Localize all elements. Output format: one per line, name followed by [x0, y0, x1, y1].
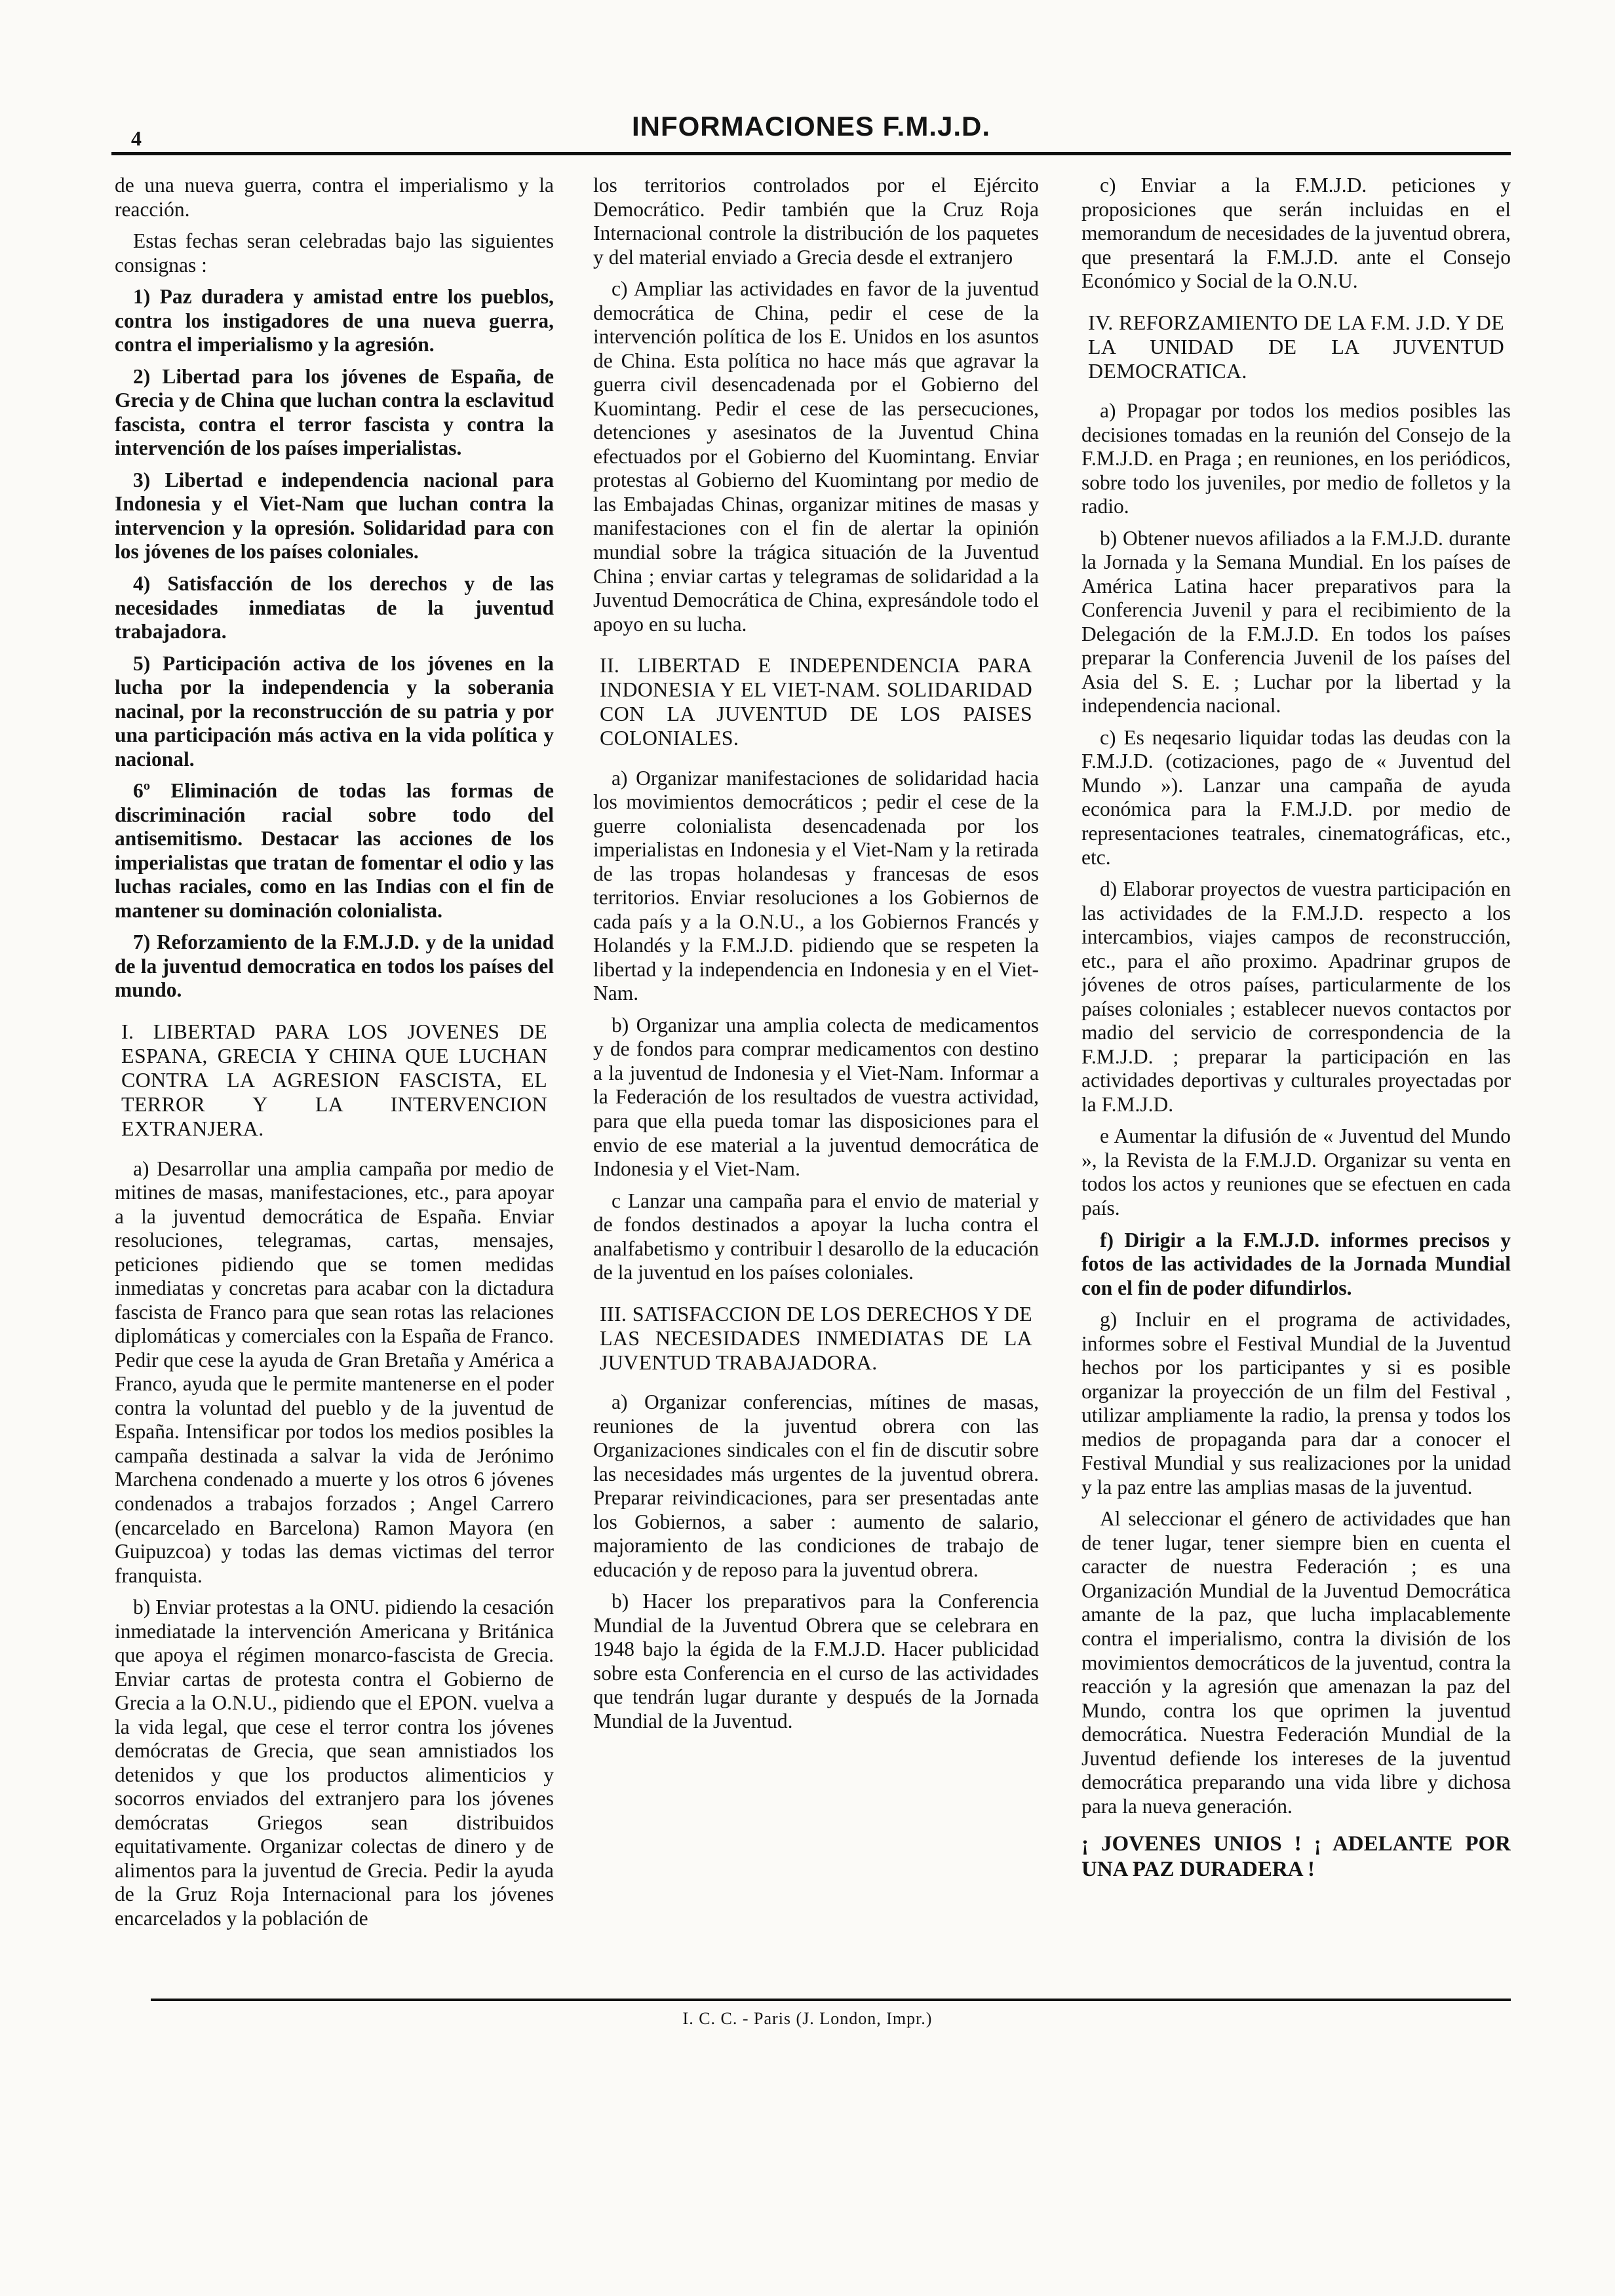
section-heading-1: I. LIBERTAD PARA LOS JOVENES DE ESPANA, GRECIA Y CHINA QUE LUCHAN CONTRA LA AGRESION FASCISTA, EL TERROR Y LA INTERVENCION EXTRANJERA. [121, 1020, 547, 1141]
paragraph: c Lanzar una campaña para el envio de material y de fondos destinados a apoyar la lucha contra el analfabetismo y contribuir l desarollo de la educación de la juventud en los países coloniales. [593, 1189, 1039, 1284]
section-heading-2: II. LIBERTAD E INDEPENDENCIA PARA INDONESIA Y EL VIET-NAM. SOLIDARIDAD CON LA JUVENTUD DE LOS PAISES COLONIALES. [600, 653, 1032, 750]
paragraph: b) Organizar una amplia colecta de medicamentos y de fondos para comprar medicamentos con destino a la juventud de Indonesia y el Viet-Nam. Informar a la Federación de los resultados de vuestra actividad, para que ella pueda tomar las disposiciones para el envio de ese material a la juventud democrática de Indonesia y el Viet-Nam. [593, 1013, 1039, 1181]
section-heading-4: IV. REFORZAMIENTO DE LA F.M. J.D. Y DE LA UNIDAD DE LA JUVENTUD DEMOCRATICA. [1088, 310, 1504, 383]
paragraph: a) Organizar manifestaciones de solidaridad hacia los movimientos democráticos ; pedir el cese de la guerre colonialista desencadenada por los imperialistas en Indonesia y el Viet-Nam y la retirada de las tropas holandesas y francesas de esos territorios. Enviar resoluciones a los Gobiernos de cada país y a la O.N.U., a los Gobiernos Francés y Holandés y la F.M.J.D. pidiendo que se respeten la libertad y la independencia en Indonesia y en el Viet-Nam. [593, 766, 1039, 1005]
header-title: INFORMACIONES F.M.J.D. [631, 111, 991, 142]
paragraph: Estas fechas seran celebradas bajo las siguientes consignas : [115, 229, 554, 277]
paragraph: c) Es neqesario liquidar todas las deudas con la F.M.J.D. (cotizaciones, pago de « Juventud del Mundo »). Lanzar una campaña de ayuda económica para la F.M.J.D. por medio de representaciones teatrales, cinematográficas, etc., etc. [1081, 725, 1511, 869]
paragraph: a) Propagar por todos los medios posibles las decisiones tomadas en la reunión del Consejo de la F.M.J.D. en Praga ; en reuniones, en los periódicos, sobre todo los juveniles, por medio de folletos y la radio. [1081, 398, 1511, 518]
header-rule [111, 152, 1511, 155]
slogan-item: 5) Participación activa de los jóvenes en la lucha por la independencia y la soberania nacinal, por la reconstrucción de su patria y por una participación más activa en la vida política y nacional. [115, 651, 554, 771]
column-1 [115, 174, 554, 1995]
slogan-item: 1) Paz duradera y amistad entre los pueblos, contra los instigadores de una nueva guerra, contra el imperialismo y la agresión. [115, 285, 554, 356]
paragraph: f) Dirigir a la F.M.J.D. informes precisos y fotos de las actividades de la Jornada Mundial con el fin de poder difundirlos. [1081, 1228, 1511, 1299]
paragraph: g) Incluir en el programa de actividades, informes sobre el Festival Mundial de la Juventud hechos por los participantes y si es posible organizar la proyección de un film del Festival , utilizar ampliamente la radio, la prensa y todos los medios de propaganda para dar a conocer el Festival Mundial y sus realizaciones por la unidad y la paz entre las amplias masas de la juventud. [1081, 1308, 1511, 1499]
slogan-item: 6º Eliminación de todas las formas de discriminación racial sobre todo del antisemitismo. Destacar las acciones de los imperialistas que tratan de fomentar el odio y las luchas raciales, como en las Indias con el fin de mantener su dominación colonialista. [115, 779, 554, 922]
paragraph: Al seleccionar el género de actividades que han de tener lugar, tener siempre bien en cuenta el caracter de nuestra Federación ; es una Organización Mundial de la Juventud Democrática amante de la paz, que lucha implacablemente contra el imperialismo, contra la división de los movimientos democráticos de la juventud, contra la reacción y la agresión que amenazan la paz del Mundo, contra los que oprimen la juventud democrática. Nuestra Federación Mundial de la Juventud defiende los intereses de la juventud democrática preparando una vida libre y dichosa para la nueva generación. [1081, 1507, 1511, 1818]
paragraph: c) Enviar a la F.M.J.D. peticiones y proposiciones que serán incluidas en el memorandum de necesidades de la juventud obrera, que presentará la F.M.J.D. ante el Consejo Económico y Social de la O.N.U. [1081, 174, 1511, 293]
paragraph: b) Obtener nuevos afiliados a la F.M.J.D. durante la Jornada y la Semana Mundial. En los países de América Latina hacer preparativos para la Conferencia Juvenil y para el recibimiento de la Delegación de la F.M.J.D. En todos los países preparar la Conferencia Juvenil de los países del Asia del S. E. ; Luchar por la libertad y la independencia nacional. [1081, 526, 1511, 718]
printer-imprint: I. C. C. - Paris (J. London, Impr.) [682, 2009, 933, 2028]
paragraph: c) Ampliar las actividades en favor de la juventud democrática de China, pedir el cese de la intervención política de los E. Unidos en los asuntos de China. Esta política no hace más que agravar la guerra civil desencadenada por el Gobierno del Kuomintang. Pedir el cese de las persecuciones, detenciones y asesinatos de la Juventud China efectuados por el Gobierno del Kuomintang. Enviar protestas al Gobierno del Kuomintang por medio de las Embajadas Chinas, organizar mitines de masas y manifestaciones con el fin de alertar la opinión mundial sobre la trágica situación de la Juventud China ; enviar cartas y telegramas de solidaridad a la Juventud Democrática de China, expresándole todo el apoyo en su lucha. [593, 277, 1039, 636]
section-heading-3: III. SATISFACCION DE LOS DERECHOS Y DE LAS NECESIDADES INMEDIATAS DE LA JUVENTUD TRABAJADORA. [600, 1301, 1032, 1374]
column-2 [593, 174, 1039, 1995]
page-header [111, 108, 1511, 150]
slogan-item: 7) Reforzamiento de la F.M.J.D. y de la unidad de la juventud democratica en todos los países del mundo. [115, 930, 554, 1002]
paragraph: a) Desarrollar una amplia campaña por medio de mitines de masas, manifestaciones, etc., para apoyar a la juventud democrática de España. Enviar resoluciones, telegramas, cartas, mensajes, peticiones pidiendo que se tomen medidas inmediatas y concretas para acabar con la dictadura fascista de Franco para que sean rotas las relaciones diplomáticas y comerciales con la España de Franco. Pedir que cese la ayuda de Gran Bretaña y América a Franco, ayuda que le permite mantenerse en el poder contra la voluntad del pueblo y de la juventud de España. Intensificar por todos los medios posibles la campaña destinada a salvar la vida de Jerónimo Marchena condenado a muerte y los otros 6 jóvenes condenados a trabajos forzados ; Angel Carrero (encarcelado en Barcelona) Ramon Mayora (en Guipuzcoa) y todas las demas victimas del terror franquista. [115, 1157, 554, 1587]
paragraph: b) Hacer los preparativos para la Conferencia Mundial de la Juventud Obrera que se celebrara en 1948 bajo la égida de la F.M.J.D. Hacer publicidad sobre esta Conferencia en el curso de las actividades que tendrán lugar durante y después de la Jornada Mundial de la Juventud. [593, 1590, 1039, 1732]
paragraph: los territorios controlados por el Ejército Democrático. Pedir también que la Cruz Roja Internacional controle la distribución de los paquetes y del material enviado a Grecia desde el extranjero [593, 174, 1039, 269]
paragraph: a) Organizar conferencias, mítines de masas, reuniones de la juventud obrera con las Organizaciones sindicales con el fin de discutir sobre las necesidades más urgentes de la juventud obrera. Preparar reivindicaciones, para ser presentadas ante los Gobiernos, a saber : aumento de salario, majoramiento de las condiciones de trabajo de educación y de reposo para la juventud obrera. [593, 1390, 1039, 1581]
paragraph: de una nueva guerra, contra el imperialismo y la reacción. [115, 174, 554, 221]
slogan-item: 4) Satisfacción de los derechos y de las necesidades inmediatas de la juventud trabajadora. [115, 571, 554, 643]
paragraph: d) Elaborar proyectos de vuestra participación en las actividades de la F.M.J.D. respecto a los intercambios, viajes campos de reconstrucción, etc., para el año proximo. Apadrinar grupos de jóvenes de otros países, particularmente de los países coloniales ; establecer nuevos contactos por madio del servicio de correspondencia de la F.M.J.D. ; preparar la participación en las actividades deportivas y culturales proyectadas por la F.M.J.D. [1081, 877, 1511, 1116]
paragraph: b) Enviar protestas a la ONU. pidiendo la cesación inmediatade la intervención Americana y Británica que apoya el régimen monarco-fascista de Grecia. Enviar cartas de protesta contra el Gobierno de Grecia a la O.N.U., pidiendo que el EPON. vuelva a la vida legal, que cese el terror contra los jóvenes demócratas de Grecia, que sean amnistiados los detenidos y que los productos alimenticios y socorros enviados del extranjero para los jóvenes demócratas Griegos sean distribuidos equitativamente. Organizar colectas de dinero y de alimentos para la juventud de Grecia. Pedir la ayuda de la Gruz Roja Internacional para los jóvenes encarcelados y la población de [115, 1596, 554, 1930]
page-number: 4 [131, 126, 142, 150]
closing-slogan: ¡ JOVENES UNIOS ! ¡ ADELANTE POR UNA PAZ DURADERA ! [1081, 1832, 1511, 1881]
paragraph: e Aumentar la difusión de « Juventud del Mundo », la Revista de la F.M.J.D. Organizar su venta en todos los actos y reuniones que se efectuen en cada país. [1081, 1124, 1511, 1219]
slogan-item: 2) Libertad para los jóvenes de España, de Grecia y de China que luchan contra la esclavitud fascista, contra el terror fascista y contra la intervención de los países imperialistas. [115, 364, 554, 460]
column-3 [1081, 174, 1511, 1995]
footer-rule [151, 1999, 1511, 2001]
slogan-item: 3) Libertad e independencia nacional para Indonesia y el Viet-Nam que luchan contra la intervencion y la opresión. Solidaridad para con los jóvenes de los países coloniales. [115, 468, 554, 564]
